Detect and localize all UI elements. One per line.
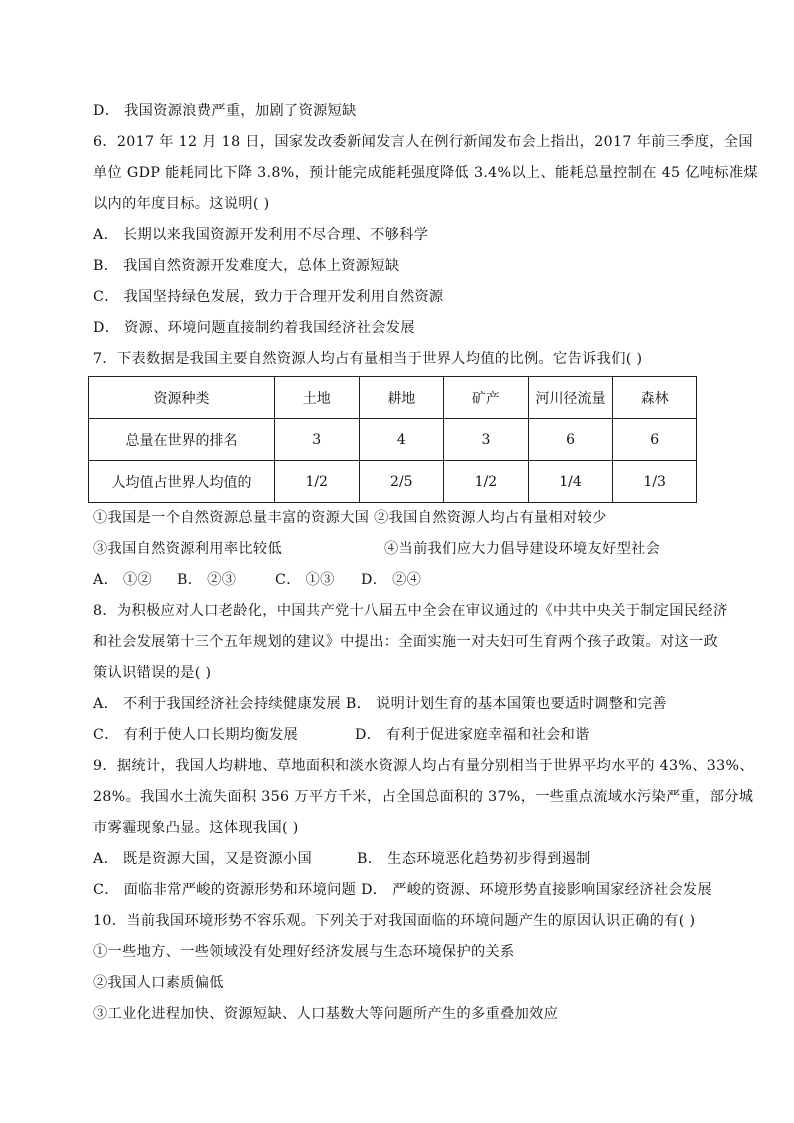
table-header-cell: 耕地: [359, 377, 444, 419]
q7-option-d: D． ②④: [361, 572, 422, 588]
q10-statement-1: ①一些地方、一些领域没有处理好经济发展与生态环境保护的关系: [93, 944, 515, 960]
q9-stem-line3: 市雾霾现象凸显。这体现我国( ): [93, 820, 299, 836]
table-cell: 总量在世界的排名: [89, 419, 275, 461]
q8-stem-line1: 8．为积极应对人口老龄化，中国共产党十八届五中全会在审议通过的《中共中央关于制定国民经济: [93, 603, 728, 619]
q8-option-ab: A． 不利于我国经济社会持续健康发展 B． 说明计划生育的基本国策也要适时调整和完善: [93, 696, 667, 712]
table-header-cell: 河川径流量: [528, 377, 613, 419]
q6-stem-line2: 单位 GDP 能耗同比下降 3.8%，预计能完成能耗强度降低 3.4%以上、能耗总量控制在 45 亿吨标准煤: [93, 165, 758, 181]
table-header-cell: 土地: [274, 377, 359, 419]
table-header-cell: 森林: [613, 377, 697, 419]
q8-stem-line2: 和社会发展第十三个五年规划的建议》中提出：全面实施一对夫妇可生育两个孩子政策。对这一政: [93, 634, 719, 650]
q10-statement-3: ③工业化进程加快、资源短缺、人口基数大等问题所产生的多重叠加效应: [93, 1006, 559, 1022]
q6-stem-line3: 以内的年度目标。这说明( ): [93, 196, 270, 212]
table-cell: 4: [359, 419, 444, 461]
table-cell: 3: [274, 419, 359, 461]
q6-option-a: A． 长期以来我国资源开发利用不尽合理、不够科学: [93, 227, 429, 243]
q7-option-c: C． ①③: [275, 572, 335, 588]
table-row: [89, 419, 697, 461]
q9-option-cd: C． 面临非常严峻的资源形势和环境问题 D． 严峻的资源、环境形势直接影响国家经济社会发展: [93, 882, 713, 898]
table-cell: 6: [613, 419, 697, 461]
table-row: [89, 461, 697, 503]
q7-option-a: A． ①②: [93, 572, 153, 588]
q9-stem-line2: 28%。我国水土流失面积 356 万平方千米，占全国总面积的 37%，一些重点流域水污染严重，部分城: [93, 789, 754, 805]
table-cell: 6: [528, 419, 613, 461]
q6-option-d: D． 资源、环境问题直接制约着我国经济社会发展: [93, 320, 415, 336]
q7-statement-1-2: ①我国是一个自然资源总量丰富的资源大国 ②我国自然资源人均占有量相对较少: [93, 510, 607, 526]
q8-option-d: D． 有利于促进家庭幸福和社会和谐: [355, 727, 590, 743]
q10-stem: 10．当前我国环境形势不容乐观。下列关于对我国面临的环境问题产生的原因认识正确的有( ): [93, 913, 696, 929]
q10-statement-2: ②我国人口素质偏低: [93, 975, 224, 991]
table-cell: 人均值占世界人均值的: [89, 461, 275, 503]
q5-option-d: D． 我国资源浪费严重，加剧了资源短缺: [93, 103, 357, 119]
q8-option-c: C． 有利于使人口长期均衡发展: [93, 727, 299, 743]
q7-statement-4: ④当前我们应大力倡导建设环境友好型社会: [384, 541, 661, 557]
q6-option-c: C． 我国坚持绿色发展，致力于合理开发利用自然资源: [93, 289, 444, 305]
q6-stem-line1: 6．2017 年 12 月 18 日，国家发改委新闻发言人在例行新闻发布会上指出，2017 年前三季度，全国: [93, 134, 753, 150]
q9-option-a: A． 既是资源大国，又是资源小国: [93, 851, 312, 867]
table-cell: 1/2: [444, 461, 529, 503]
table-header-cell: 资源种类: [89, 377, 275, 419]
resource-table: [88, 376, 697, 503]
q7-option-b: B． ②③: [177, 572, 237, 588]
q7-stem: 7．下表数据是我国主要自然资源人均占有量相当于世界人均值的比例。它告诉我们( ): [93, 351, 643, 367]
q7-statement-3: ③我国自然资源利用率比较低: [93, 541, 282, 557]
table-header-cell: 矿产: [444, 377, 529, 419]
table-cell: 1/3: [613, 461, 697, 503]
table-cell: 1/4: [528, 461, 613, 503]
q9-stem-line1: 9．据统计，我国人均耕地、草地面积和淡水资源人均占有量分别相当于世界平均水平的 43%、33%、: [93, 758, 754, 774]
q9-option-b: B． 生态环境恶化趋势初步得到遏制: [357, 851, 591, 867]
table-header-row: [89, 377, 697, 419]
q6-option-b: B． 我国自然资源开发难度大，总体上资源短缺: [93, 258, 400, 274]
table-cell: 3: [444, 419, 529, 461]
table-cell: 2/5: [359, 461, 444, 503]
q8-stem-line3: 策认识错误的是( ): [93, 665, 212, 681]
table-cell: 1/2: [274, 461, 359, 503]
